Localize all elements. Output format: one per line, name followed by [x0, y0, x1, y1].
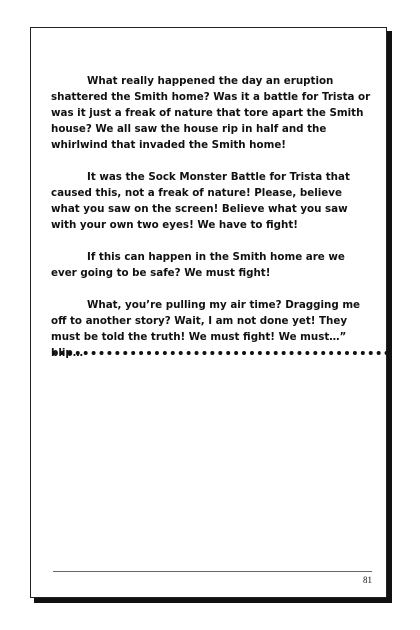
page-number: 81	[363, 575, 372, 585]
page-shadow-right	[387, 31, 392, 602]
paragraph-2: It was the Sock Monster Battle for Trista that caused this, not a freak of nature! Please, believe what you saw on the screen! Believe what you saw with your own two eyes! We have to fight!	[51, 171, 350, 231]
paragraph-1: What really happened the day an eruption shattered the Smith home? Was it a battle for Trista or was it just a freak of nature that tore apart the Smith house? We all saw the house rip in half and the whirlwind that invaded the Smith home!	[51, 75, 371, 151]
paragraph-3: If this can happen in the Smith home are we ever going to be safe? We must fight!	[51, 251, 345, 279]
dotted-separator	[52, 351, 389, 355]
page-body	[51, 73, 374, 377]
page-shadow-bottom	[34, 598, 392, 603]
footer-rule	[53, 571, 372, 572]
paragraph-4: What, you’re pulling my air time? Dragging me off to another story? Wait, I am not done yet! They must be told the truth! We must fight! We must…” blip…	[51, 299, 361, 359]
